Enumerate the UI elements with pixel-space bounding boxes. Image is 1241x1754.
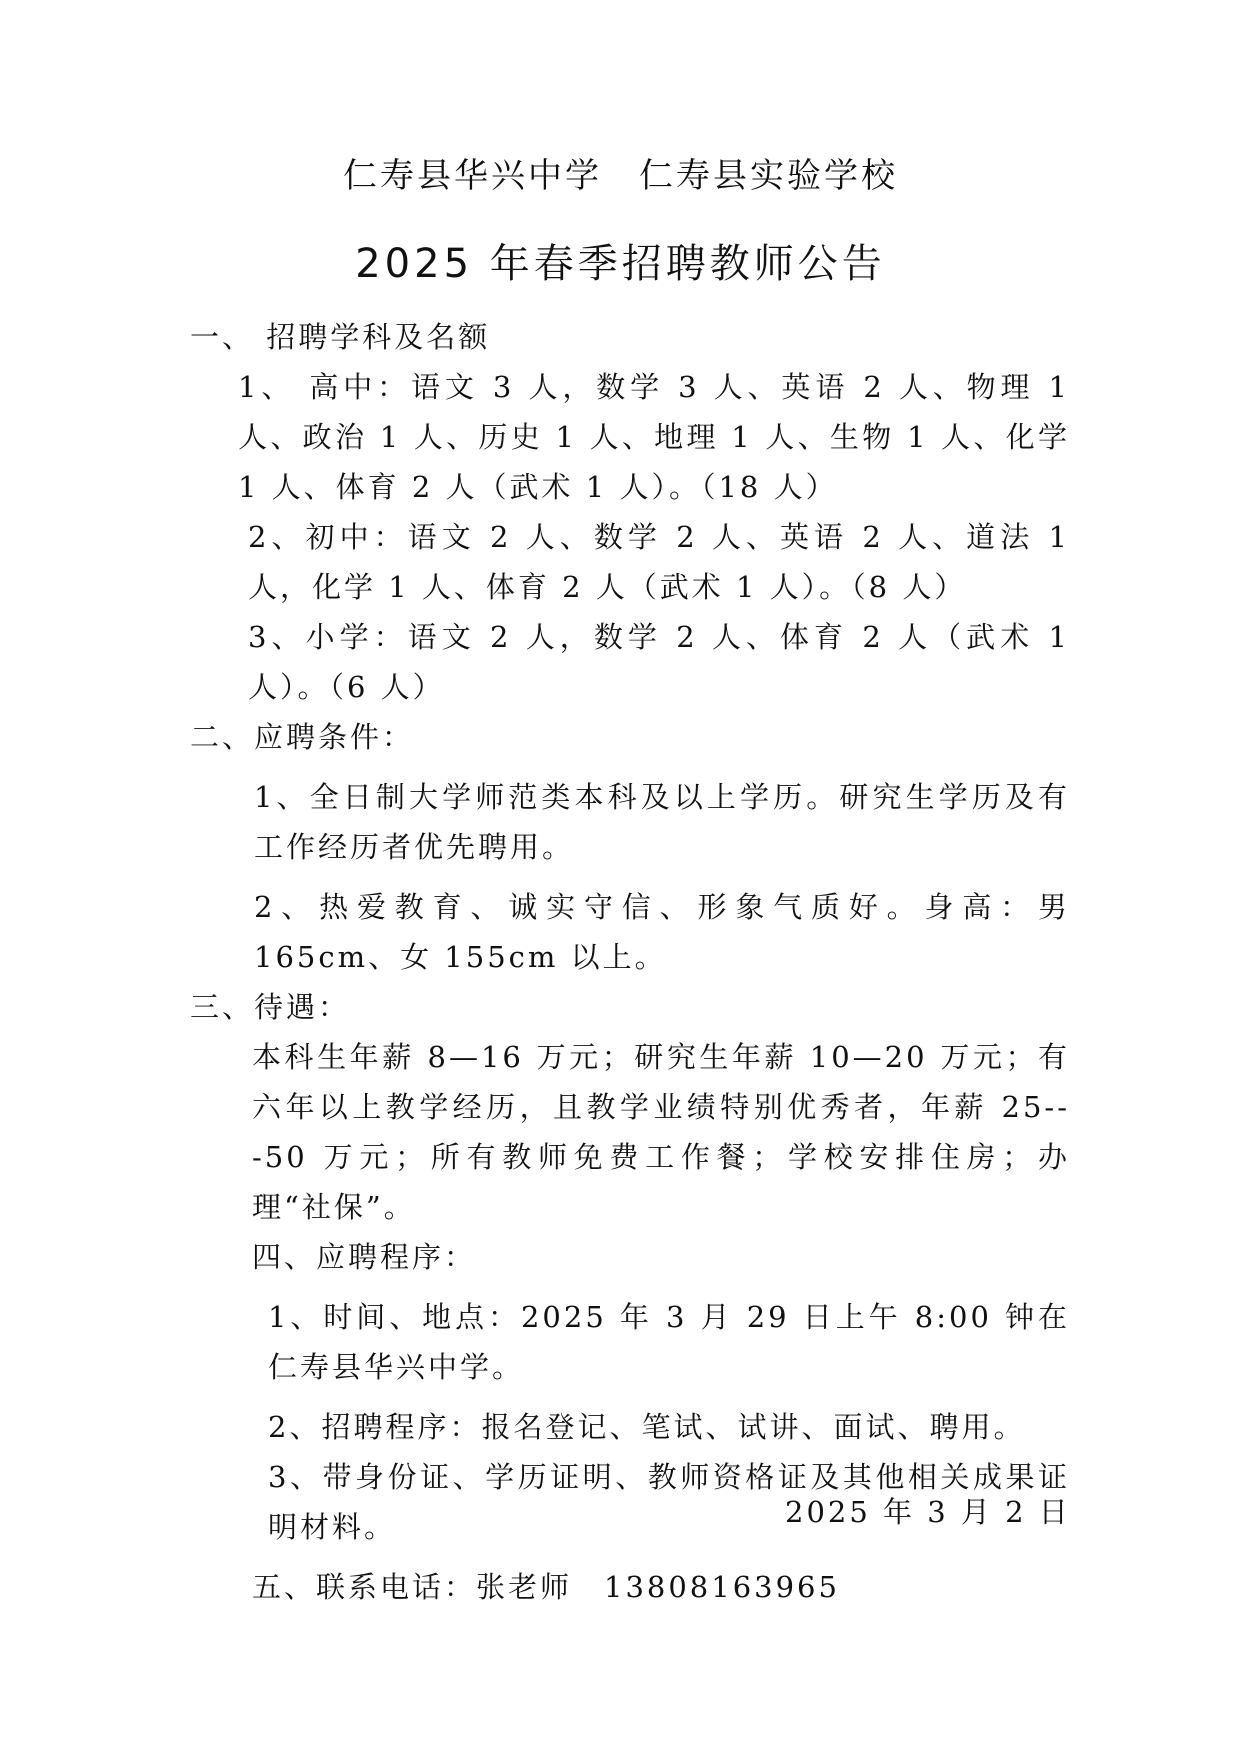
- section-heading-compensation: 三、待遇：: [190, 990, 351, 1024]
- compensation-text: 本科生年薪 8—16 万元；研究生年薪 10—20 万元；有六年以上教学经历，且教学业绩特别优秀者，年薪 25---50 万元；所有教师免费工作餐；学校安排住房；办理“社保”。: [252, 1040, 1070, 1224]
- document-title-schools: 仁寿县华兴中学 仁寿县实验学校: [343, 156, 898, 196]
- list-item-required-documents: 3、带身份证、学历证明、教师资格证及其他相关成果证明材料。: [268, 1460, 1070, 1544]
- document-title-announcement: 2025 年春季招聘教师公告: [355, 241, 886, 287]
- section-heading-procedure: 四、应聘程序：: [252, 1240, 477, 1274]
- list-item-time-location: 1、时间、地点：2025 年 3 月 29 日上午 8:00 钟在仁寿县华兴中学。: [268, 1300, 1070, 1384]
- section-heading-requirements: 二、应聘条件：: [190, 720, 415, 754]
- list-item-education-requirement: 1、全日制大学师范类本科及以上学历。研究生学历及有工作经历者优先聘用。: [254, 780, 1070, 864]
- section-heading-recruitment-subjects: 一、 招聘学科及名额: [190, 320, 491, 354]
- contact-phone: 五、联系电话：张老师 13808163965: [252, 1570, 840, 1604]
- list-item-high-school: 1、 高中：语文 3 人，数学 3 人、英语 2 人、物理 1 人、政治 1 人、历史 1 人、地理 1 人、生物 1 人、化学 1 人、体育 2 人（武术 1 人）。（18 人）: [238, 370, 1070, 504]
- list-item-personal-requirement: 2、热爱教育、诚实守信、形象气质好。身高：男 165cm、女 155cm 以上。: [254, 890, 1070, 974]
- list-item-primary-school: 3、小学：语文 2 人，数学 2 人、体育 2 人（武术 1 人）。（6 人）: [248, 620, 1070, 704]
- document-date: 2025 年 3 月 2 日: [785, 1495, 1071, 1529]
- list-item-recruitment-steps: 2、招聘程序：报名登记、笔试、试讲、面试、聘用。: [268, 1410, 1026, 1444]
- list-item-middle-school: 2、初中：语文 2 人、数学 2 人、英语 2 人、道法 1 人，化学 1 人、体育 2 人（武术 1 人）。（8 人）: [248, 520, 1070, 604]
- document-body: [190, 312, 1070, 1612]
